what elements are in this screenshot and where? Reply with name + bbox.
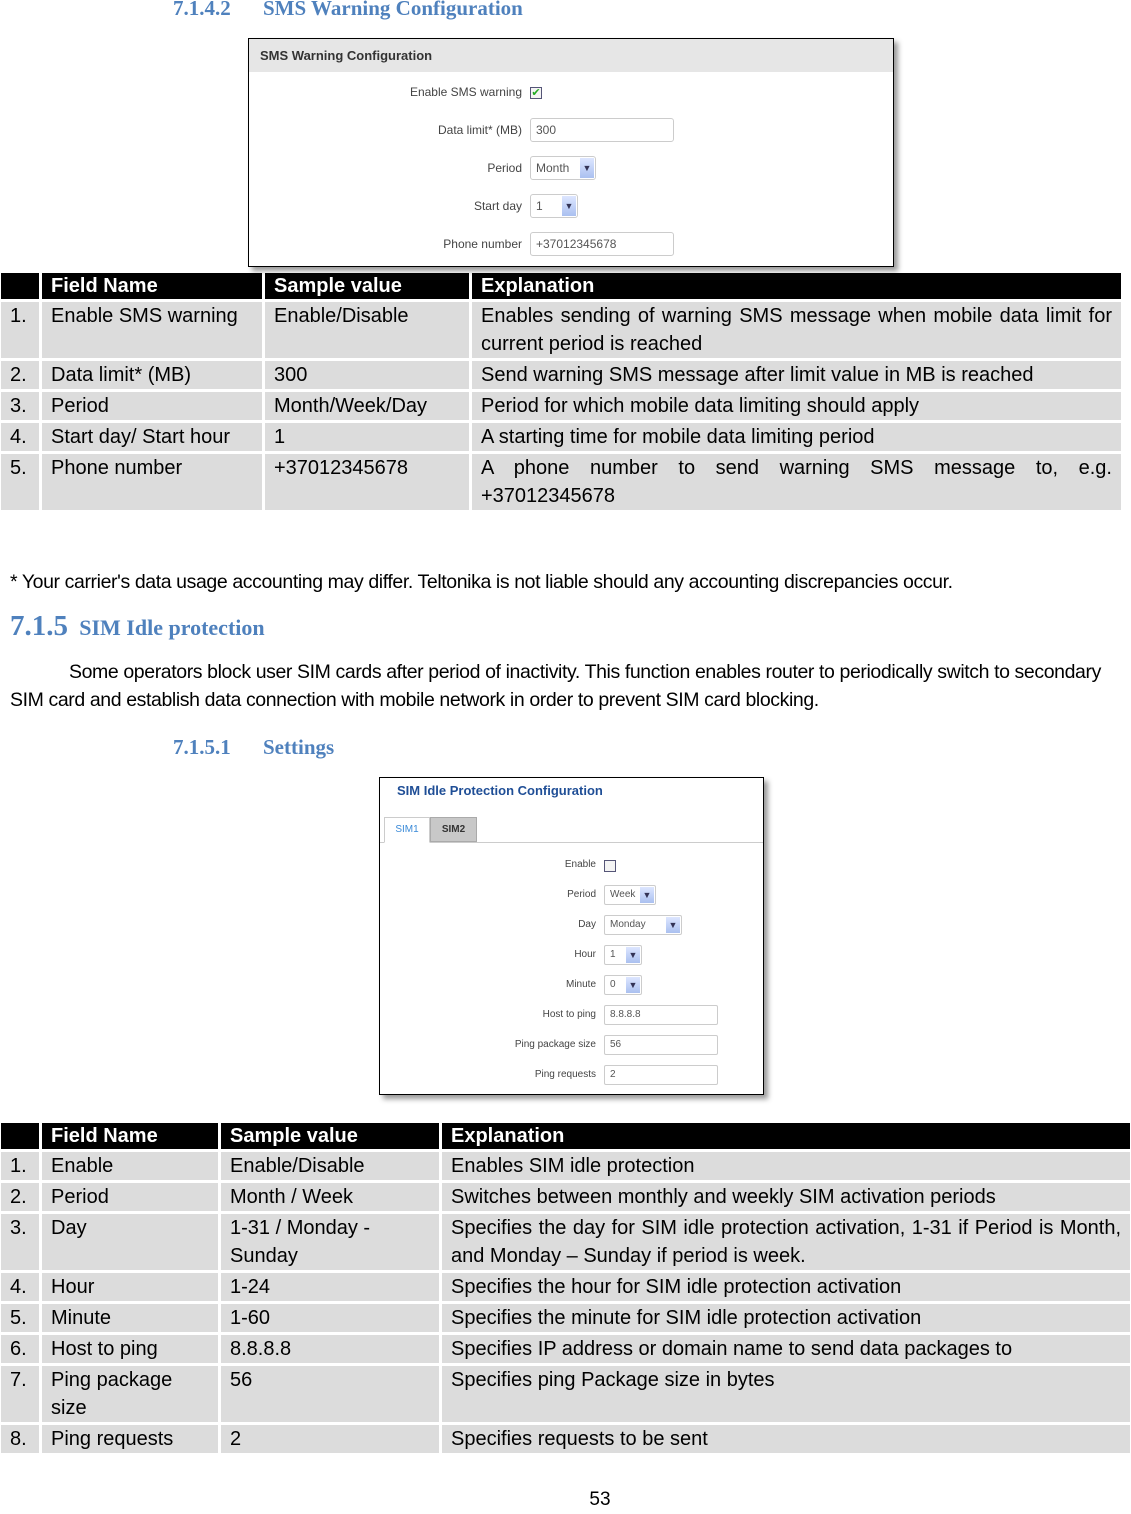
field-value: 1 xyxy=(536,199,543,213)
column-header: Explanation xyxy=(472,273,1121,299)
field-label-period: Period xyxy=(487,161,522,175)
field-label-minute: Minute xyxy=(565,979,596,990)
panel-title: SIM Idle Protection Configuration xyxy=(397,783,603,798)
intro-paragraph: Some operators block user SIM cards after period of inactivity. This function enables router to periodically switch to secondary SIM card and establish data connection with mobile network in order to prevent SIM card blocking. xyxy=(10,661,1101,711)
input-ping-package-size[interactable] xyxy=(604,1035,718,1055)
sms-warning-table xyxy=(0,270,1124,513)
column-header xyxy=(1,273,39,299)
panel-title: SMS Warning Configuration xyxy=(249,39,893,72)
column-header xyxy=(1,1123,39,1149)
explanation: Specifies IP address or domain name to send data packages to xyxy=(442,1335,1130,1363)
sample-value: 1-24 xyxy=(221,1273,439,1301)
explanation: Enables SIM idle protection xyxy=(442,1152,1130,1180)
field-label-period: Period xyxy=(567,889,596,900)
table-row xyxy=(1,302,1121,358)
field-value: Month xyxy=(536,161,570,175)
chevron-down-icon: ▼ xyxy=(626,947,640,963)
table-row xyxy=(1,1273,1130,1301)
sample-value: Month/Week/Day xyxy=(265,392,469,420)
row-number: 4. xyxy=(1,423,39,451)
row-number: 6. xyxy=(1,1335,39,1363)
sample-value: 2 xyxy=(221,1425,439,1453)
select-hour[interactable] xyxy=(604,945,642,965)
field-label-start-day: Start day xyxy=(473,199,522,213)
field-label-ping-package-size: Ping package size xyxy=(514,1039,596,1050)
chevron-down-icon: ▼ xyxy=(562,196,576,216)
explanation: Send warning SMS message after limit value in MB is reached xyxy=(472,361,1121,389)
chevron-down-icon: ▼ xyxy=(640,887,654,903)
field-value: +37012345678 xyxy=(536,237,617,251)
sample-value: 1-60 xyxy=(221,1304,439,1332)
table-header-row xyxy=(1,273,1121,299)
explanation: Specifies the minute for SIM idle protection activation xyxy=(442,1304,1130,1332)
field-name: Start day/ Start hour xyxy=(42,423,262,451)
table-row xyxy=(1,1183,1130,1211)
row-number: 3. xyxy=(1,1214,39,1270)
input-host-to-ping[interactable] xyxy=(604,1005,718,1025)
table-row xyxy=(1,1366,1130,1422)
chevron-down-icon: ▼ xyxy=(666,917,680,933)
explanation: Specifies ping Package size in bytes xyxy=(442,1366,1130,1422)
field-value: Week xyxy=(610,889,636,900)
field-name: Enable xyxy=(42,1152,218,1180)
field-label-enable-sms-warning: Enable SMS warning xyxy=(409,85,522,99)
input-data-limit-mb[interactable] xyxy=(530,118,674,142)
sample-value: 300 xyxy=(265,361,469,389)
field-value: 300 xyxy=(536,123,557,137)
field-label-enable: Enable xyxy=(564,859,596,870)
table-row xyxy=(1,1214,1130,1270)
field-name: Minute xyxy=(42,1304,218,1332)
table-row xyxy=(1,1425,1130,1453)
table-header-row xyxy=(1,1123,1130,1149)
sample-value: Month / Week xyxy=(221,1183,439,1211)
sample-value: 56 xyxy=(221,1366,439,1422)
select-period[interactable] xyxy=(530,156,596,180)
row-number: 5. xyxy=(1,454,39,510)
field-label-day: Day xyxy=(578,919,596,930)
select-start-day[interactable] xyxy=(530,194,578,218)
select-day[interactable] xyxy=(604,915,682,935)
sample-value: Enable/Disable xyxy=(265,302,469,358)
row-number: 2. xyxy=(1,361,39,389)
field-name: Period xyxy=(42,1183,218,1211)
select-period[interactable] xyxy=(604,885,656,905)
column-header: Field Name xyxy=(42,273,262,299)
field-label-host-to-ping: Host to ping xyxy=(542,1009,596,1020)
row-number: 4. xyxy=(1,1273,39,1301)
explanation: A phone number to send warning SMS message to, e.g. +37012345678 xyxy=(472,454,1121,510)
field-value: Monday xyxy=(610,919,646,930)
field-name: Enable SMS warning xyxy=(42,302,262,358)
row-number: 3. xyxy=(1,392,39,420)
column-header: Sample value xyxy=(265,273,469,299)
row-number: 7. xyxy=(1,1366,39,1422)
sample-value: 1-31 / Monday - Sunday xyxy=(221,1214,439,1270)
chevron-down-icon: ▼ xyxy=(580,158,594,178)
column-header: Explanation xyxy=(442,1123,1130,1149)
section-heading-settings: 7.1.5.1 Settings xyxy=(173,735,335,759)
select-minute[interactable] xyxy=(604,975,642,995)
field-name: Period xyxy=(42,392,262,420)
input-ping-requests[interactable] xyxy=(604,1065,718,1085)
row-number: 5. xyxy=(1,1304,39,1332)
table-row xyxy=(1,392,1121,420)
field-label-phone-number: Phone number xyxy=(443,237,522,251)
table-row xyxy=(1,1335,1130,1363)
page-number: 53 xyxy=(589,1489,611,1510)
field-label-ping-requests: Ping requests xyxy=(534,1069,596,1080)
row-number: 2. xyxy=(1,1183,39,1211)
row-number: 1. xyxy=(1,1152,39,1180)
sim-idle-screenshot xyxy=(379,777,764,1095)
table-row xyxy=(1,1152,1130,1180)
sample-value: +37012345678 xyxy=(265,454,469,510)
section-heading-sim-idle: 7.1.5 SIM Idle protection xyxy=(10,610,265,642)
explanation: Period for which mobile data limiting should apply xyxy=(472,392,1121,420)
table-row xyxy=(1,454,1121,510)
explanation: A starting time for mobile data limiting period xyxy=(472,423,1121,451)
table-row xyxy=(1,423,1121,451)
field-label-data-limit-mb: Data limit* (MB) xyxy=(437,123,522,137)
field-name: Phone number xyxy=(42,454,262,510)
checkbox-enable[interactable] xyxy=(604,860,616,872)
tab-sim1[interactable]: SIM1 xyxy=(384,817,430,843)
sms-warning-screenshot xyxy=(248,38,894,267)
field-value: 8.8.8.8 xyxy=(610,1009,641,1020)
explanation: Specifies the day for SIM idle protection activation, 1-31 if Period is Month, and Monday – Sunday if period is week. xyxy=(442,1214,1130,1270)
sample-value: Enable/Disable xyxy=(221,1152,439,1180)
table-row xyxy=(1,1304,1130,1332)
field-name: Ping requests xyxy=(42,1425,218,1453)
field-label-hour: Hour xyxy=(574,949,596,960)
field-name: Day xyxy=(42,1214,218,1270)
explanation: Specifies the hour for SIM idle protection activation xyxy=(442,1273,1130,1301)
explanation: Switches between monthly and weekly SIM activation periods xyxy=(442,1183,1130,1211)
field-value: 0 xyxy=(610,979,616,990)
explanation: Enables sending of warning SMS message when mobile data limit for current period is reached xyxy=(472,302,1121,358)
field-value: 1 xyxy=(610,949,616,960)
tab-sim2[interactable]: SIM2 xyxy=(430,817,477,842)
section-heading-sms-warning: 7.1.4.2 SMS Warning Configuration xyxy=(173,0,523,20)
footnote: * Your carrier's data usage accounting may differ. Teltonika is not liable should any accounting discrepancies occur. xyxy=(10,571,953,593)
table-row xyxy=(1,361,1121,389)
chevron-down-icon: ▼ xyxy=(626,977,640,993)
field-name: Ping package size xyxy=(42,1366,218,1422)
field-name: Host to ping xyxy=(42,1335,218,1363)
column-header: Field Name xyxy=(42,1123,218,1149)
checkbox-enable-sms-warning[interactable]: ✔ xyxy=(531,87,541,99)
column-header: Sample value xyxy=(221,1123,439,1149)
field-value: 56 xyxy=(610,1039,622,1050)
sample-value: 8.8.8.8 xyxy=(221,1335,439,1363)
row-number: 8. xyxy=(1,1425,39,1453)
field-name: Data limit* (MB) xyxy=(42,361,262,389)
input-phone-number[interactable] xyxy=(530,232,674,256)
field-value: 2 xyxy=(610,1069,616,1080)
row-number: 1. xyxy=(1,302,39,358)
field-name: Hour xyxy=(42,1273,218,1301)
sample-value: 1 xyxy=(265,423,469,451)
sim-idle-table xyxy=(0,1120,1131,1456)
explanation: Specifies requests to be sent xyxy=(442,1425,1130,1453)
